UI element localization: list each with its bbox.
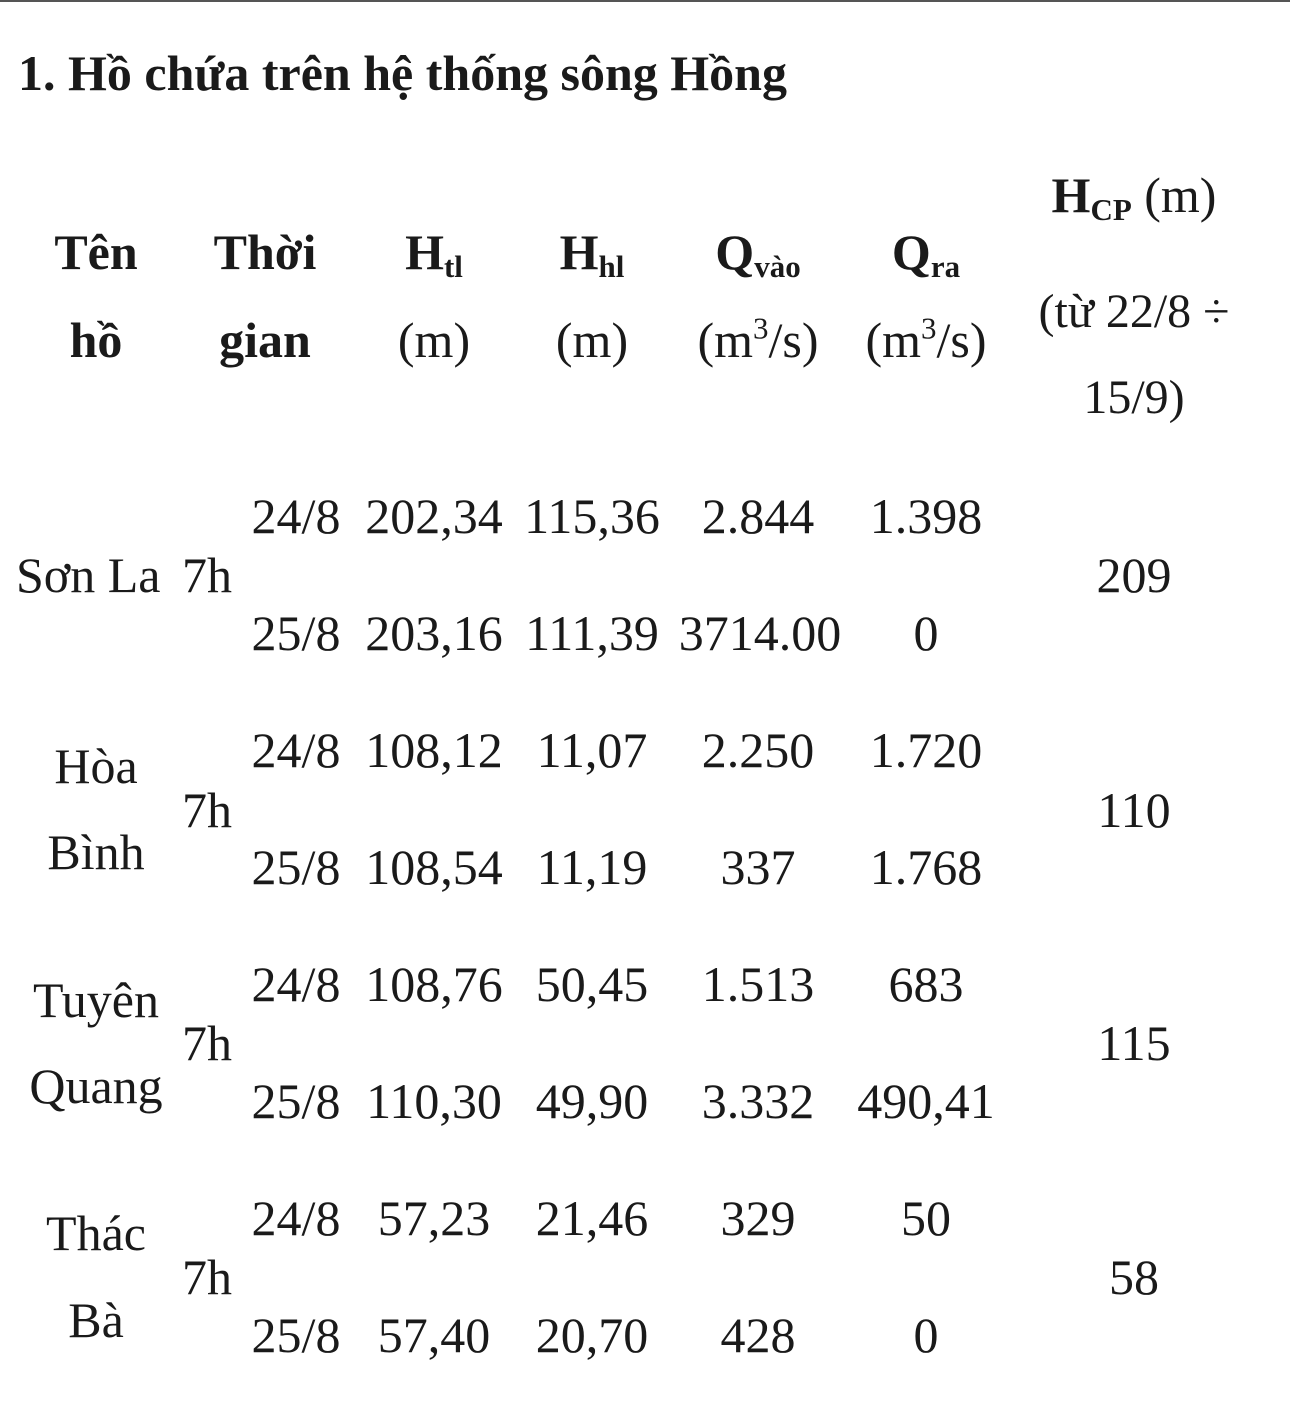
header-htl-unit: (m)	[397, 312, 471, 368]
row-qvao: 337	[720, 839, 796, 895]
observation-time: 7h	[182, 782, 232, 838]
row-htl: 108,54	[365, 839, 503, 895]
reservoir-name-line1: Hòa	[54, 738, 138, 794]
row-qvao: 1.513	[701, 956, 815, 1012]
row-hhl: 11,19	[536, 839, 648, 895]
row-qvao: 3.332	[701, 1073, 815, 1129]
header-qvao-unit: $(m^3/s)$	[697, 310, 819, 368]
row-hcp: 58	[1109, 1249, 1159, 1305]
row-htl: 108,76	[365, 956, 503, 1012]
row-date: 25/8	[251, 839, 341, 895]
reservoir-name-line1: Thác	[46, 1205, 146, 1261]
header-hhl: $H_{hl}$	[559, 224, 625, 284]
row-hhl: 111,39	[525, 605, 659, 661]
row-hcp: 209	[1096, 547, 1172, 603]
header-qvao: $Q_{vào}$	[715, 224, 801, 284]
row-qra: 1.768	[869, 839, 983, 895]
row-date: 24/8	[251, 722, 341, 778]
row-qra: 1.720	[869, 722, 983, 778]
header-time-line2: gian	[219, 312, 311, 368]
row-hhl: 115,36	[524, 488, 660, 544]
header-qra-unit: $(m^3/s)$	[865, 310, 987, 368]
observation-time: 7h	[182, 1015, 232, 1071]
row-date: 24/8	[251, 488, 341, 544]
row-date: 25/8	[251, 605, 341, 661]
row-qvao: 3714.00	[678, 605, 842, 661]
header-hhl-unit: (m)	[555, 312, 629, 368]
row-hhl: 50,45	[535, 956, 649, 1012]
row-htl: 203,16	[365, 605, 503, 661]
row-htl: 110,30	[366, 1073, 502, 1129]
row-htl: 57,23	[377, 1190, 491, 1246]
row-hhl: 20,70	[535, 1307, 649, 1363]
header-hcp-note-line2: 15/9)	[1083, 371, 1185, 424]
row-qra: 490,41	[857, 1073, 995, 1129]
row-qra: 0	[913, 1307, 939, 1363]
row-qra: 0	[913, 605, 939, 661]
header-name-line1: Tên	[54, 224, 138, 280]
header-hcp-note-line1: (từ 22/8 ÷	[1038, 285, 1230, 338]
header-time-line1: Thời	[213, 224, 317, 280]
row-hhl: 11,07	[536, 722, 648, 778]
reservoir-name: Sơn La	[16, 547, 161, 603]
row-hhl: 21,46	[535, 1190, 649, 1246]
reservoir-name-line2: Bình	[47, 824, 145, 880]
header-name-line2: hồ	[69, 312, 123, 368]
row-htl: 202,34	[365, 488, 503, 544]
row-qvao: 2.844	[701, 488, 815, 544]
row-date: 24/8	[251, 1190, 341, 1246]
header-hcp: $H_{CP}$ (m)	[1051, 167, 1217, 227]
row-htl: 57,40	[377, 1307, 491, 1363]
row-qra: 1.398	[869, 488, 983, 544]
row-qvao: 2.250	[701, 722, 815, 778]
reservoir-name-line2: Quang	[29, 1058, 163, 1114]
header-htl: $H_{tl}$	[405, 224, 463, 284]
row-qra: 50	[901, 1190, 951, 1246]
reservoir-name-line1: Tuyên	[33, 972, 159, 1028]
row-date: 24/8	[251, 956, 341, 1012]
row-qvao: 329	[720, 1190, 796, 1246]
row-qra: 683	[888, 956, 964, 1012]
row-qvao: 428	[720, 1307, 796, 1363]
top-border-line	[0, 0, 1290, 2]
row-hhl: 49,90	[535, 1073, 649, 1129]
observation-time: 7h	[182, 547, 232, 603]
row-hcp: 115	[1097, 1015, 1171, 1071]
row-htl: 108,12	[365, 722, 503, 778]
row-hcp: 110	[1097, 782, 1171, 838]
page-title: 1. Hồ chứa trên hệ thống sông Hồng	[18, 45, 787, 101]
reservoir-name-line2: Bà	[68, 1292, 124, 1348]
header-qra: $Q_{ra}$	[891, 224, 961, 284]
observation-time: 7h	[182, 1249, 232, 1305]
row-date: 25/8	[251, 1073, 341, 1129]
row-date: 25/8	[251, 1307, 341, 1363]
